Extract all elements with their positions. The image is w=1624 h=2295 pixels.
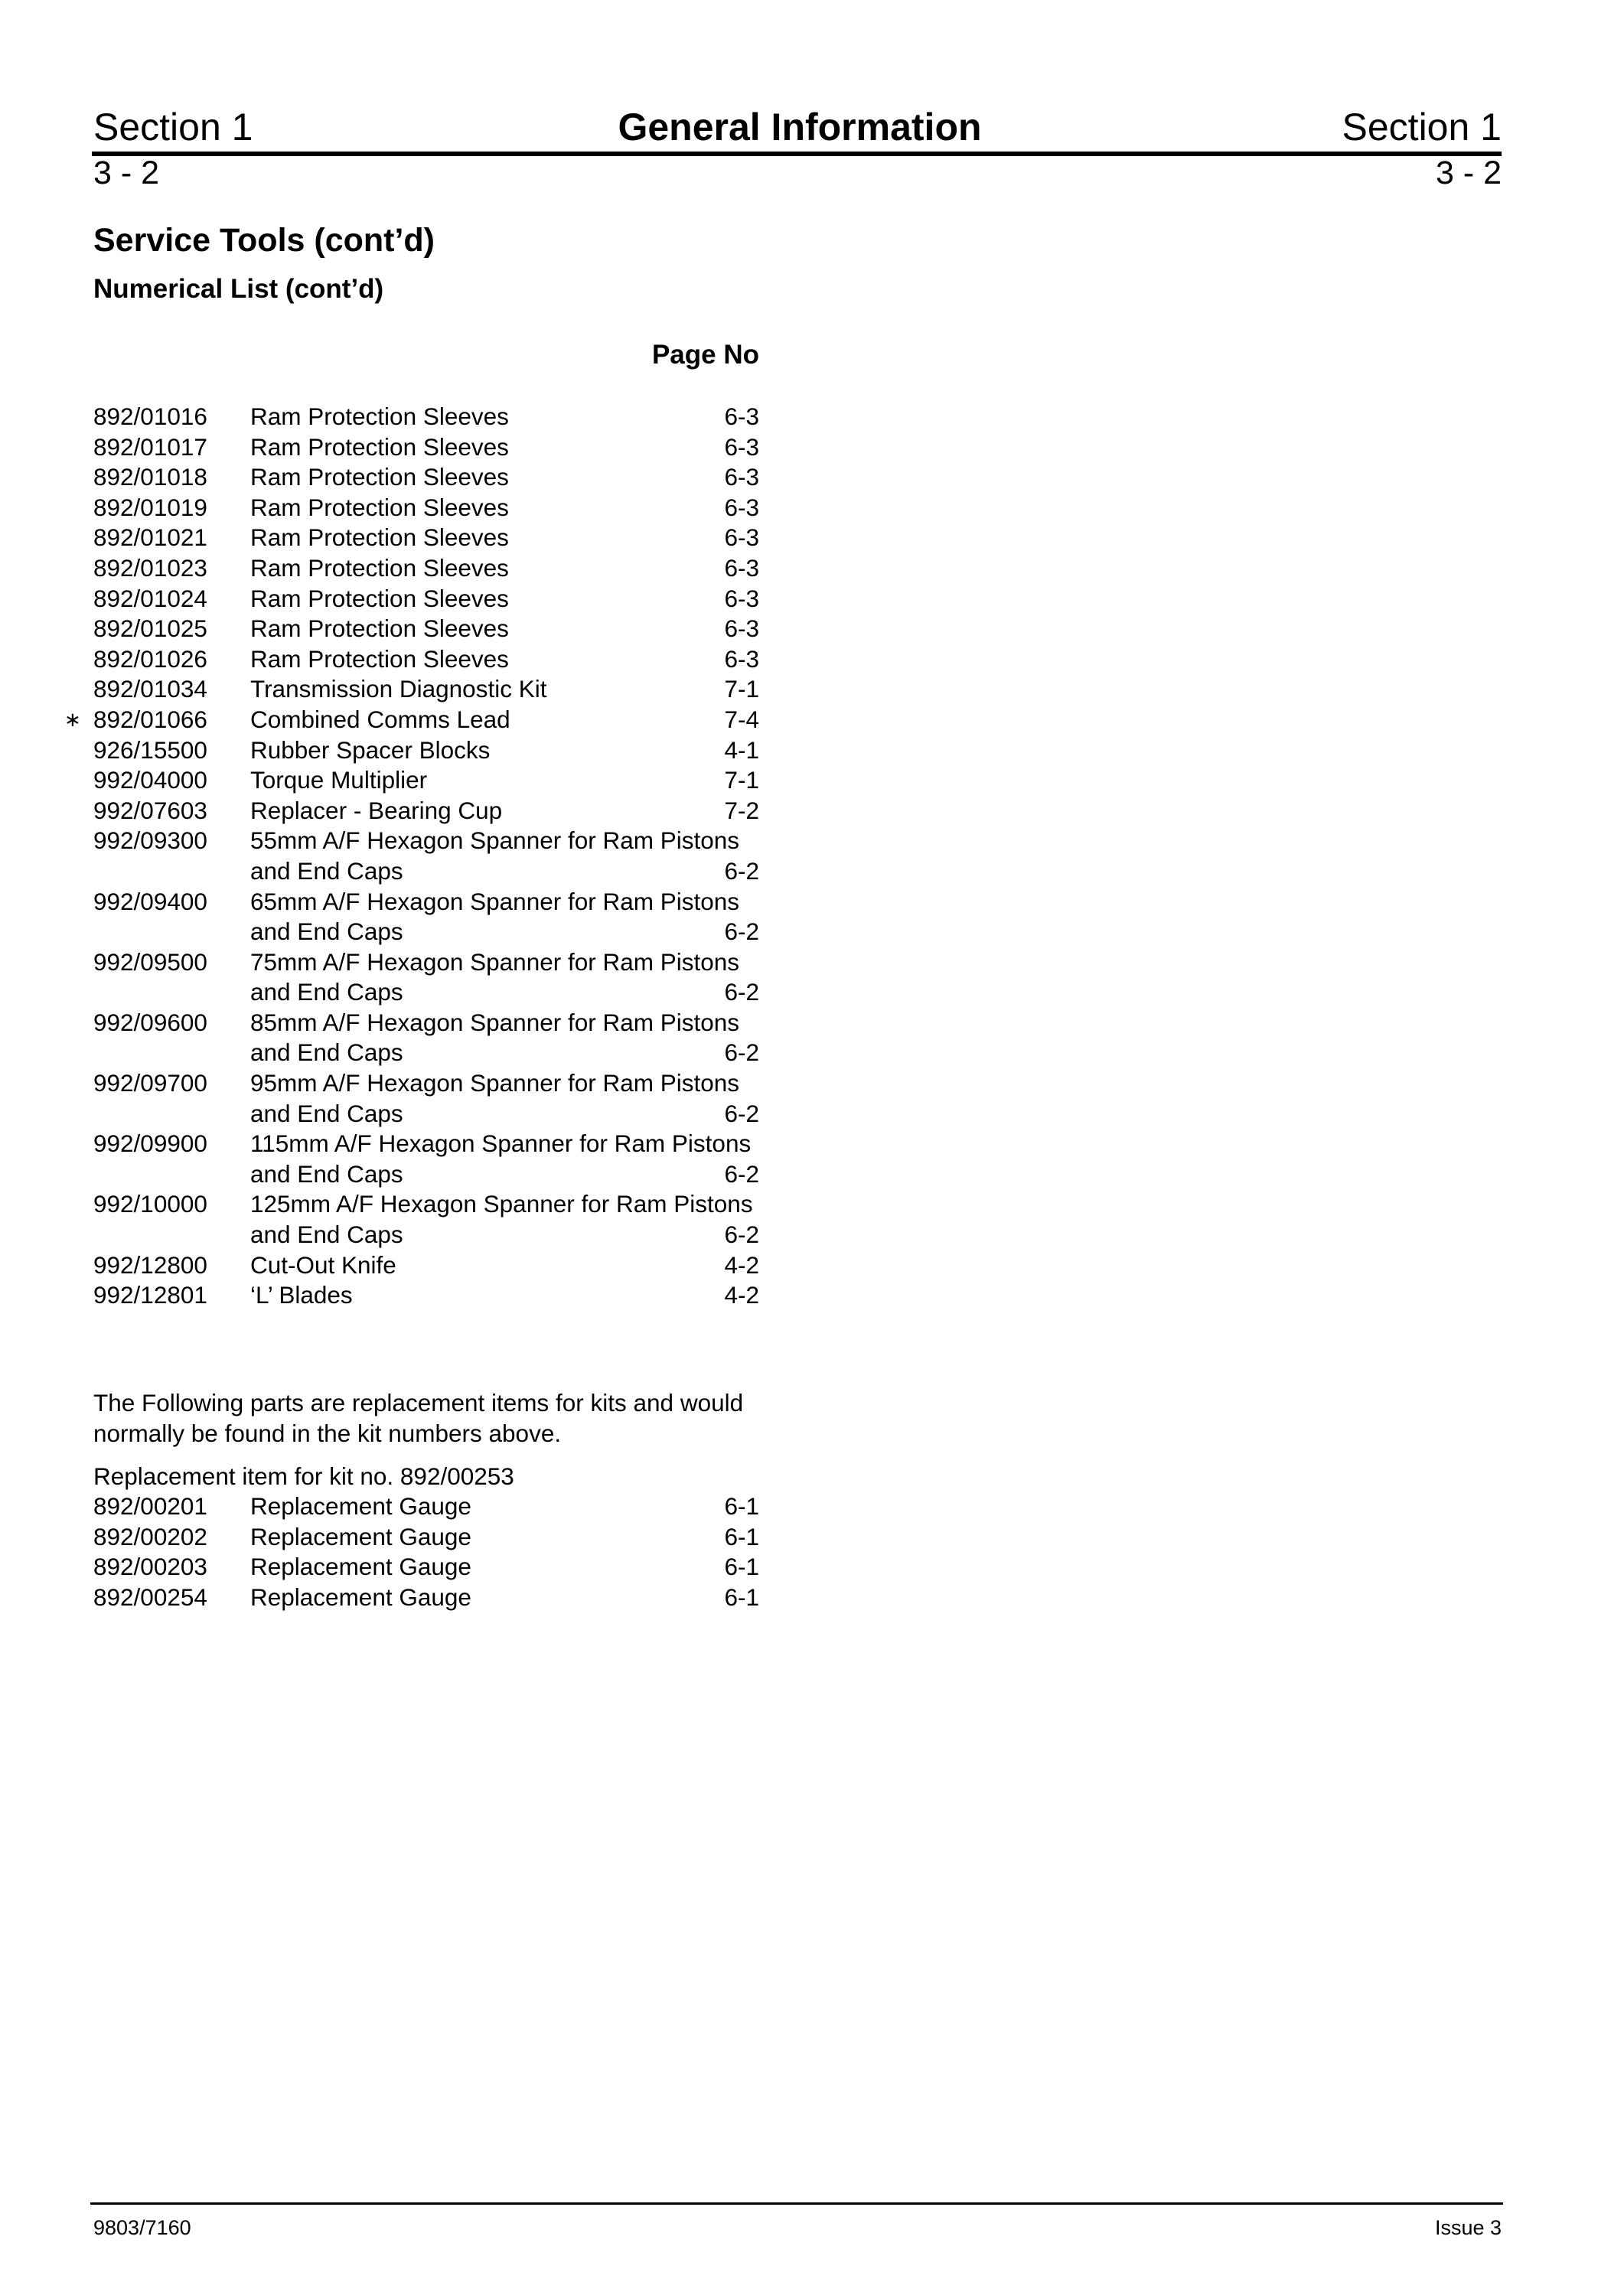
page-number: 6-1 bbox=[724, 1522, 759, 1550]
footer-rule bbox=[90, 2202, 1503, 2205]
description bbox=[250, 1522, 759, 1553]
description-last-line bbox=[250, 1250, 759, 1281]
page-number: 6-2 bbox=[724, 856, 759, 885]
description-line: Cut-Out Knife bbox=[250, 1250, 396, 1279]
description-last-line bbox=[250, 644, 759, 675]
description-last-line bbox=[250, 614, 759, 644]
page-number: 6-1 bbox=[724, 1583, 759, 1611]
description-line: Ram Protection Sleeves bbox=[250, 463, 509, 491]
part-number: 992/12800 bbox=[93, 1250, 207, 1279]
description-last-line bbox=[250, 493, 759, 523]
part-number: 892/01021 bbox=[93, 523, 207, 552]
list-item bbox=[93, 614, 759, 644]
description bbox=[250, 887, 759, 947]
description-last-line bbox=[250, 402, 759, 432]
description-last-line bbox=[250, 765, 759, 796]
description-line: Replacer - Bearing Cup bbox=[250, 796, 503, 824]
section-heading: Service Tools (cont’d) bbox=[93, 222, 435, 259]
tools-list bbox=[64, 402, 759, 1311]
page-number: 4-2 bbox=[724, 1281, 759, 1309]
description-line: Torque Multiplier bbox=[250, 766, 428, 794]
description bbox=[250, 1008, 759, 1068]
description-line: ‘L’ Blades bbox=[250, 1281, 353, 1309]
description-last-line bbox=[250, 1552, 759, 1583]
list-item bbox=[93, 1522, 759, 1553]
description bbox=[250, 432, 759, 463]
description bbox=[250, 796, 759, 826]
description bbox=[250, 462, 759, 493]
part-number: 926/15500 bbox=[93, 735, 207, 764]
page-number: 6-2 bbox=[724, 978, 759, 1006]
page-number: 6-1 bbox=[724, 1553, 759, 1581]
page-number: 4-2 bbox=[724, 1250, 759, 1279]
page-number: 6-3 bbox=[724, 614, 759, 643]
page-number: 6-1 bbox=[724, 1492, 759, 1520]
list-item bbox=[93, 1491, 759, 1522]
page-number: 6-3 bbox=[724, 553, 759, 582]
description bbox=[250, 735, 759, 766]
list-item bbox=[93, 674, 759, 705]
page-number: 6-2 bbox=[724, 918, 759, 946]
page-number: 7-1 bbox=[724, 675, 759, 703]
header-title: General Information bbox=[618, 106, 982, 148]
part-number: 892/01025 bbox=[93, 614, 207, 643]
description bbox=[250, 674, 759, 705]
page-number: 6-2 bbox=[724, 1099, 759, 1127]
description bbox=[250, 1189, 759, 1250]
part-number: 992/07603 bbox=[93, 796, 207, 824]
list-item bbox=[93, 493, 759, 523]
part-number: 992/09400 bbox=[93, 887, 207, 915]
part-number: 892/01023 bbox=[93, 553, 207, 582]
description bbox=[250, 947, 759, 1008]
description-line: and End Caps bbox=[250, 1221, 403, 1249]
description bbox=[250, 402, 759, 432]
list-item bbox=[93, 1189, 759, 1250]
description-last-line bbox=[250, 917, 759, 947]
description bbox=[250, 1583, 759, 1613]
description bbox=[250, 705, 759, 735]
footer-doc-number: 9803/7160 bbox=[93, 2216, 191, 2239]
list-item bbox=[93, 1280, 759, 1311]
description-line: Transmission Diagnostic Kit bbox=[250, 675, 547, 703]
page-number: 6-3 bbox=[724, 403, 759, 430]
page-number: 4-1 bbox=[724, 735, 759, 764]
description-line: 125mm A/F Hexagon Spanner for Ram Pistons bbox=[250, 1190, 753, 1218]
list-item bbox=[93, 584, 759, 614]
description-line: 115mm A/F Hexagon Spanner for Ram Pistons bbox=[250, 1130, 752, 1158]
description-last-line bbox=[250, 674, 759, 705]
replacement-note bbox=[93, 1388, 767, 1449]
description-last-line bbox=[250, 977, 759, 1008]
description bbox=[250, 614, 759, 644]
description-line: Replacement Gauge bbox=[250, 1492, 471, 1520]
description-last-line bbox=[250, 1491, 759, 1522]
part-number: 892/01017 bbox=[93, 432, 207, 461]
page-number-left: 3 - 2 bbox=[93, 155, 160, 191]
description-line: Replacement Gauge bbox=[250, 1522, 471, 1550]
part-number: 992/09600 bbox=[93, 1008, 207, 1036]
description-line: Ram Protection Sleeves bbox=[250, 614, 509, 643]
list-item bbox=[93, 1008, 759, 1068]
description-line: 95mm A/F Hexagon Spanner for Ram Pistons bbox=[250, 1069, 740, 1097]
description-last-line bbox=[250, 1220, 759, 1250]
list-item bbox=[93, 1250, 759, 1281]
description-line: Ram Protection Sleeves bbox=[250, 553, 509, 582]
description-line: Ram Protection Sleeves bbox=[250, 644, 509, 673]
list-item bbox=[93, 1583, 759, 1613]
replacement-kit-title: Replacement item for kit no. 892/00253 bbox=[93, 1462, 514, 1490]
description-line: and End Caps bbox=[250, 918, 403, 946]
page-number: 6-3 bbox=[724, 432, 759, 461]
description-line: 85mm A/F Hexagon Spanner for Ram Pistons bbox=[250, 1008, 740, 1036]
list-item bbox=[93, 765, 759, 796]
part-number: 892/01034 bbox=[93, 675, 207, 703]
list-item bbox=[93, 402, 759, 432]
description-line: Replacement Gauge bbox=[250, 1553, 471, 1581]
replacement-list bbox=[93, 1491, 759, 1612]
page-number: 6-3 bbox=[724, 493, 759, 521]
description-last-line bbox=[250, 796, 759, 826]
page-number: 7-2 bbox=[724, 796, 759, 824]
description-line: 75mm A/F Hexagon Spanner for Ram Pistons bbox=[250, 947, 740, 976]
part-number: 892/00201 bbox=[93, 1492, 207, 1520]
description bbox=[250, 523, 759, 553]
part-number: 892/01016 bbox=[93, 403, 207, 430]
list-item bbox=[93, 735, 759, 766]
section-subheading: Numerical List (cont’d) bbox=[93, 274, 384, 304]
page-number: 6-2 bbox=[724, 1038, 759, 1067]
description-last-line bbox=[250, 584, 759, 614]
description-line: Rubber Spacer Blocks bbox=[250, 735, 491, 764]
description-line: Ram Protection Sleeves bbox=[250, 584, 509, 612]
description-last-line bbox=[250, 856, 759, 887]
list-item bbox=[93, 947, 759, 1008]
description-last-line bbox=[250, 1522, 759, 1553]
change-marker: ∗ bbox=[64, 707, 81, 731]
replacement-note-text: The Following parts are replacement items for kits and would normally be found in the kit numbers above. bbox=[93, 1389, 744, 1447]
part-number: 892/01018 bbox=[93, 463, 207, 491]
description bbox=[250, 1068, 759, 1129]
description bbox=[250, 493, 759, 523]
header-section-left: Section 1 bbox=[93, 106, 253, 148]
description-line: Ram Protection Sleeves bbox=[250, 432, 509, 461]
part-number: 892/00203 bbox=[93, 1553, 207, 1581]
part-number: 892/00202 bbox=[93, 1522, 207, 1550]
description bbox=[250, 1552, 759, 1583]
description-line: Ram Protection Sleeves bbox=[250, 403, 509, 430]
description bbox=[250, 644, 759, 675]
page-number: 6-3 bbox=[724, 523, 759, 552]
description-last-line bbox=[250, 1159, 759, 1190]
description-last-line bbox=[250, 1280, 759, 1311]
description-last-line bbox=[250, 735, 759, 766]
list-item bbox=[93, 826, 759, 886]
description-last-line bbox=[250, 432, 759, 463]
list-item bbox=[64, 705, 759, 735]
list-item bbox=[93, 1552, 759, 1583]
page-number: 6-3 bbox=[724, 644, 759, 673]
description-last-line bbox=[250, 462, 759, 493]
description-last-line bbox=[250, 523, 759, 553]
part-number: 892/01019 bbox=[93, 493, 207, 521]
description-line: and End Caps bbox=[250, 856, 403, 885]
footer-issue: Issue 3 bbox=[1434, 2216, 1502, 2239]
list-item bbox=[93, 1129, 759, 1189]
description-last-line bbox=[250, 1583, 759, 1613]
page-no-column-header: Page No bbox=[651, 340, 759, 370]
description-line: Combined Comms Lead bbox=[250, 705, 510, 733]
part-number: 992/09300 bbox=[93, 826, 207, 855]
part-number: 992/04000 bbox=[93, 766, 207, 794]
description-line: Ram Protection Sleeves bbox=[250, 493, 509, 521]
description bbox=[250, 584, 759, 614]
part-number: 992/12801 bbox=[93, 1281, 207, 1309]
description-line: Replacement Gauge bbox=[250, 1583, 471, 1611]
part-number: 892/00254 bbox=[93, 1583, 207, 1611]
part-number: 892/01066 bbox=[93, 705, 207, 733]
part-number: 992/10000 bbox=[93, 1190, 207, 1218]
list-item bbox=[93, 553, 759, 584]
description bbox=[250, 1250, 759, 1281]
description bbox=[250, 1280, 759, 1311]
description-last-line bbox=[250, 1099, 759, 1130]
description bbox=[250, 1129, 759, 1189]
description-last-line bbox=[250, 1038, 759, 1068]
description-line: Ram Protection Sleeves bbox=[250, 523, 509, 552]
page-number: 6-2 bbox=[724, 1159, 759, 1188]
page-number: 7-1 bbox=[724, 766, 759, 794]
header-section-right: Section 1 bbox=[1342, 106, 1502, 148]
description bbox=[250, 553, 759, 584]
part-number: 992/09500 bbox=[93, 947, 207, 976]
description-line: 55mm A/F Hexagon Spanner for Ram Pistons bbox=[250, 826, 740, 855]
list-item bbox=[93, 462, 759, 493]
description bbox=[250, 765, 759, 796]
list-item bbox=[93, 1068, 759, 1129]
list-item bbox=[93, 523, 759, 553]
page-number: 7-4 bbox=[724, 705, 759, 733]
part-number: 992/09900 bbox=[93, 1130, 207, 1158]
page-number: 6-2 bbox=[724, 1221, 759, 1249]
page-number: 6-3 bbox=[724, 463, 759, 491]
description-line: and End Caps bbox=[250, 1099, 403, 1127]
page-number: 6-3 bbox=[724, 584, 759, 612]
description-line: and End Caps bbox=[250, 1159, 403, 1188]
description-line: 65mm A/F Hexagon Spanner for Ram Pistons bbox=[250, 887, 740, 915]
list-item bbox=[93, 644, 759, 675]
part-number: 892/01024 bbox=[93, 584, 207, 612]
list-item bbox=[93, 887, 759, 947]
header-rule bbox=[92, 152, 1502, 156]
list-item bbox=[93, 796, 759, 826]
list-item bbox=[93, 432, 759, 463]
page-number-right: 3 - 2 bbox=[1435, 155, 1502, 191]
description-last-line bbox=[250, 553, 759, 584]
part-number: 892/01026 bbox=[93, 644, 207, 673]
description-line: and End Caps bbox=[250, 1038, 403, 1067]
description bbox=[250, 826, 759, 886]
part-number: 992/09700 bbox=[93, 1069, 207, 1097]
description-last-line bbox=[250, 705, 759, 735]
description-line: and End Caps bbox=[250, 978, 403, 1006]
description bbox=[250, 1491, 759, 1522]
